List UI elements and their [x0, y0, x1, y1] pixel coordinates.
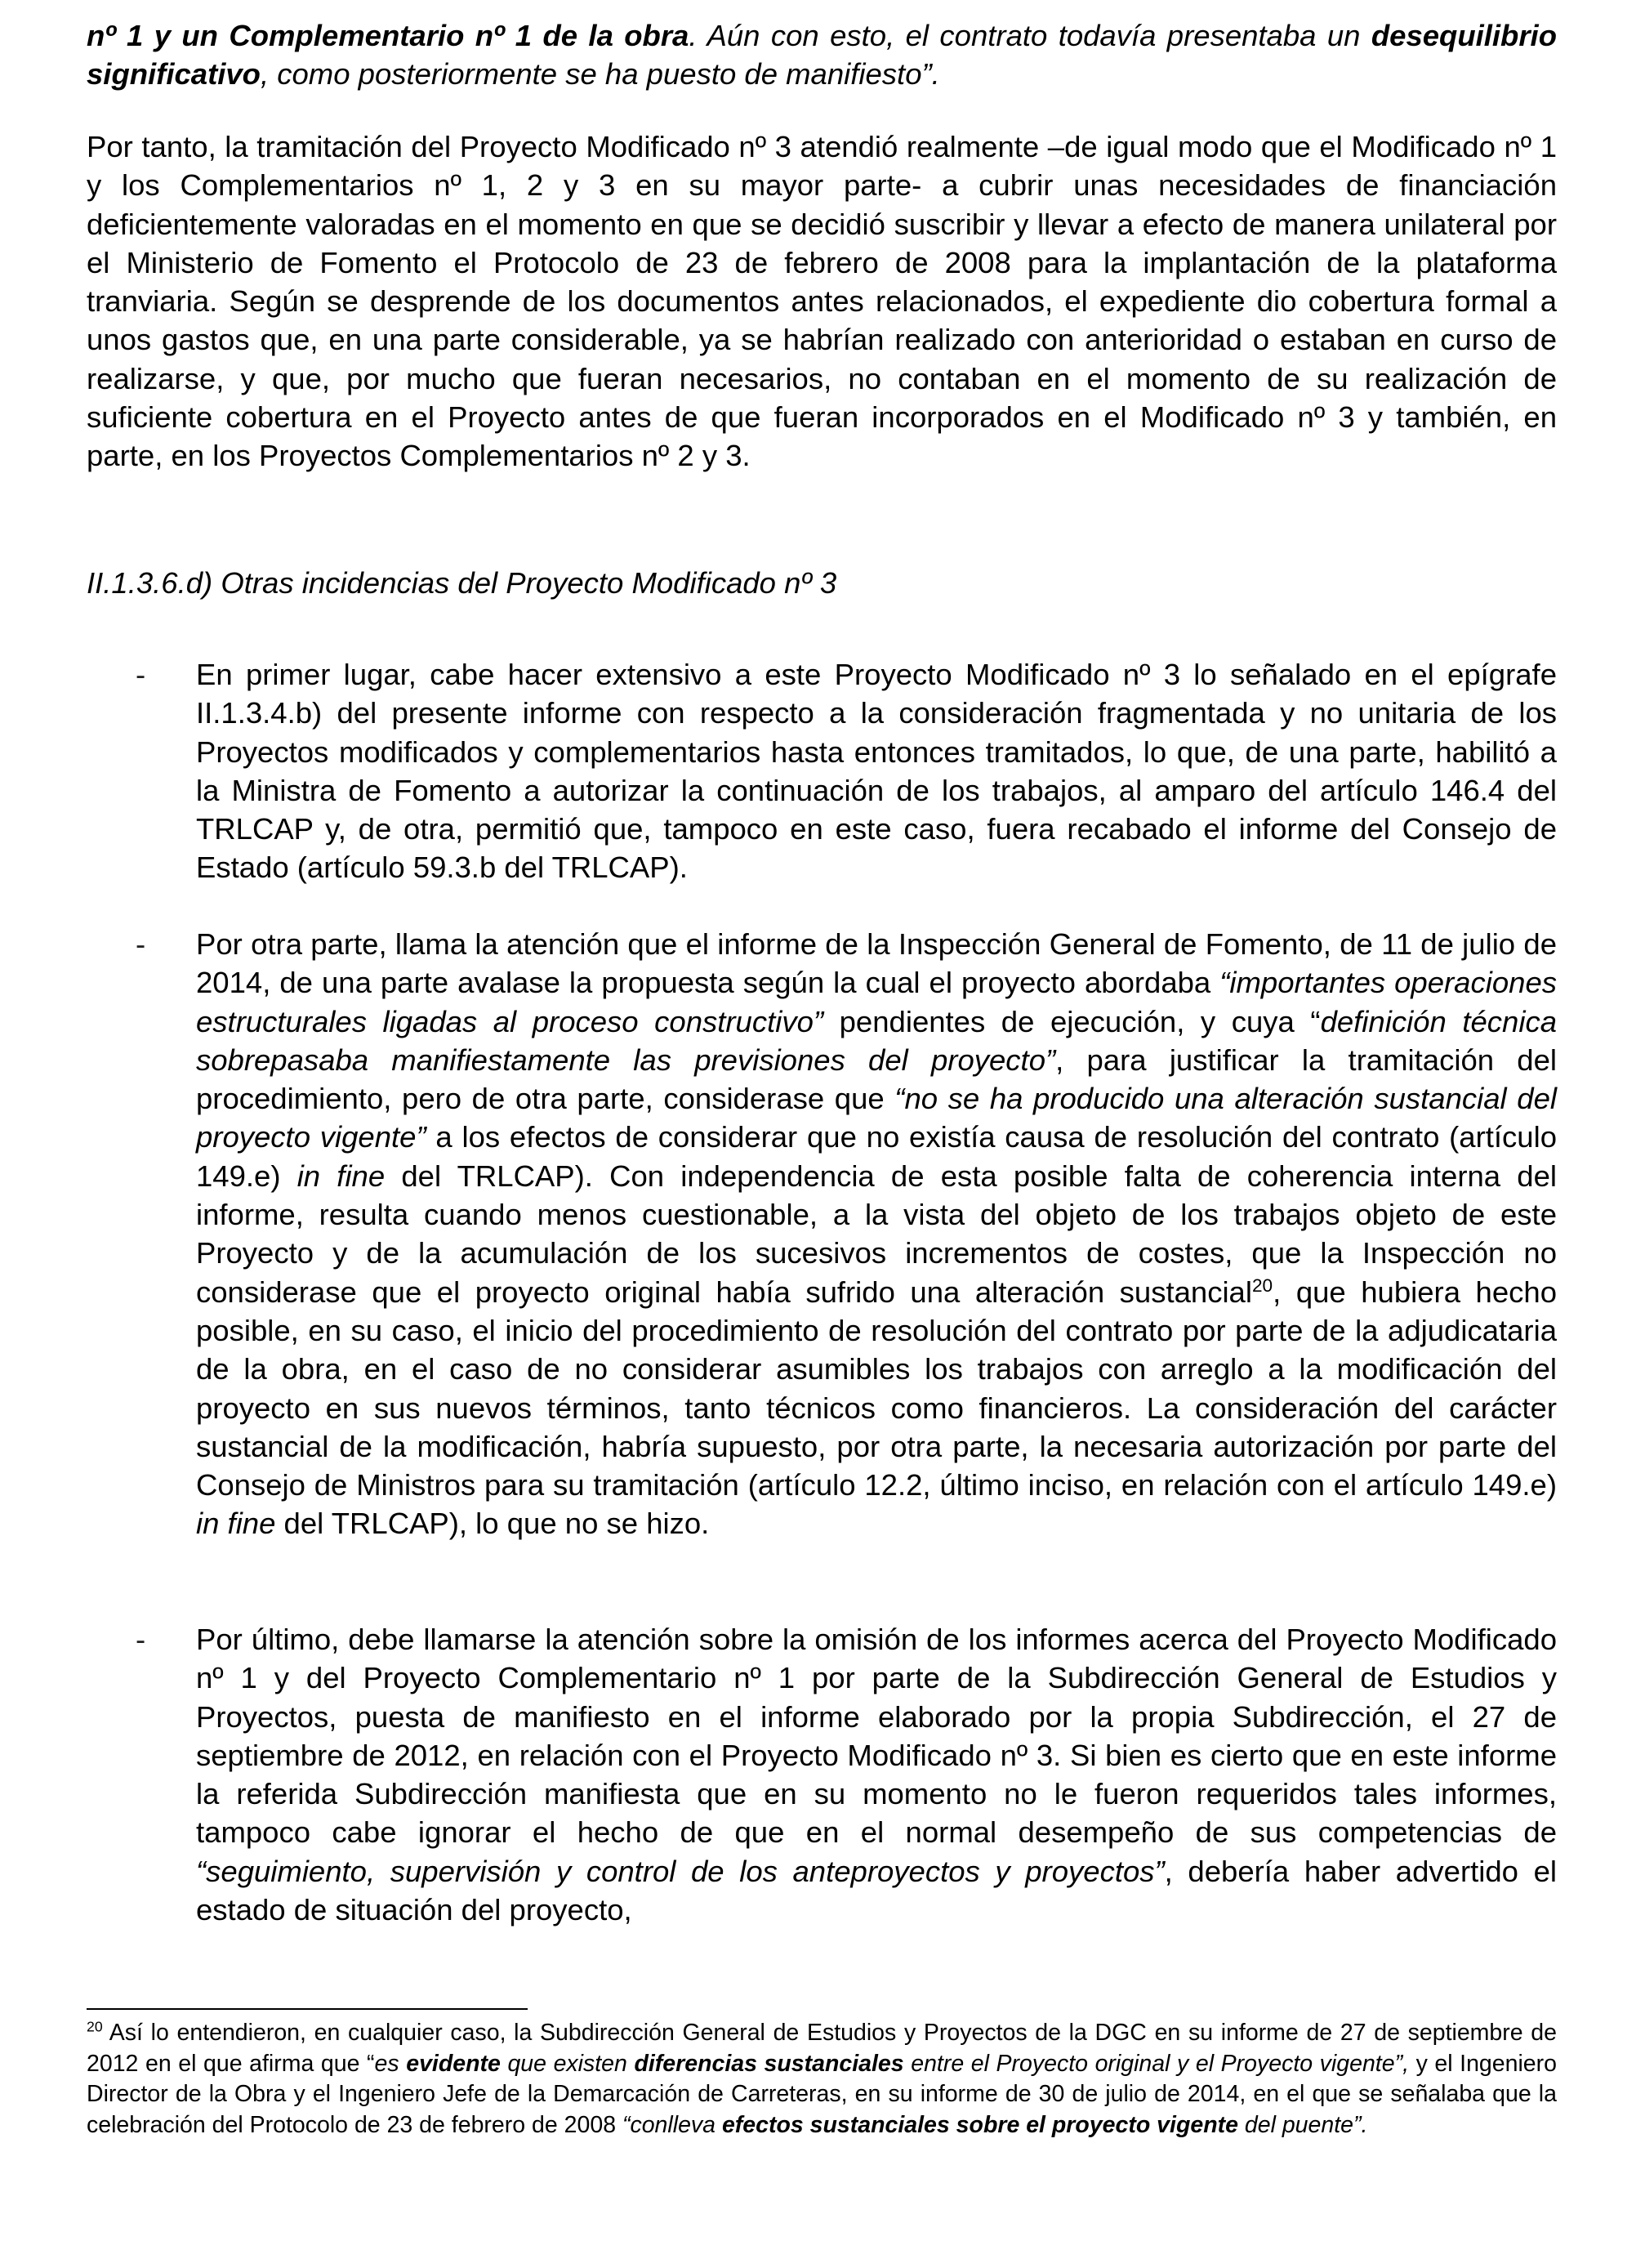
footnote-20 — [87, 2018, 1557, 2141]
italic-quote: “no se ha producido una alteración sustancial del proyecto vigente” — [196, 1082, 1557, 1154]
text-run: , para justificar la tramitación del procedimiento, pero de otra parte, considerase que — [196, 1042, 1557, 1116]
text-run: del TRLCAP). Con independencia de esta posible falta de coherencia interna del informe, resulta cuando menos cuestionable, a la vista del objeto de los trabajos objeto de este Proyecto y de la acumulación de los sucesivos incrementos de costes, que la Inspección no considerase que el proyecto original había sufrido una alteración sustancial — [196, 1159, 1558, 1309]
text-run: , que hubiera hecho posible, en su caso, el inicio del procedimiento de resolución del contrato por parte de la adjudicataria de la obra, en el caso de no considerar asumibles los trabajos con arreglo a la modificación del proyecto en sus nuevos términos, tanto técnicos como financieros. La consideración del carácter sustancial de la modificación, habría supuesto, por otra parte, la necesaria autorización por parte del Consejo de Ministros para su tramitación (artículo 12.2, último inciso, en relación con el artículo 149.e) — [196, 1275, 1557, 1502]
italic-term: in fine — [296, 1159, 386, 1193]
bold-italic-phrase: evidente — [406, 2050, 501, 2077]
section-heading: II.1.3.6.d) Otras incidencias del Proyecto Modificado nº 3 — [87, 566, 837, 600]
italic-term: in fine — [196, 1507, 276, 1541]
footnote-reference[interactable]: 20 — [1251, 1275, 1273, 1296]
bullet-item-3 — [196, 1620, 1557, 1929]
text-run: , debería haber advertido el estado de situación del proyecto, — [196, 1854, 1557, 1927]
italic-text: es — [374, 2050, 407, 2077]
footnote-number: 20 — [87, 2018, 103, 2035]
bullet-marker: - — [136, 658, 146, 691]
bold-italic-phrase: desequilibrio significativo — [87, 19, 1557, 92]
continuation-paragraph — [87, 16, 1557, 94]
italic-text: , como posteriormente se ha puesto de manifiesto”. — [260, 57, 940, 92]
bullet-marker: - — [136, 1623, 146, 1656]
bullet-item-2 — [196, 925, 1557, 1543]
text-run: Así lo entendieron, en cualquier caso, la Subdirección General de Estudios y Proyectos de la DGC en su informe de 27 de septiembre de 2012 en el que afirma que “ — [87, 2020, 1557, 2077]
italic-text: entre el Proyecto original y el Proyecto vigente”, — [903, 2050, 1409, 2077]
bullet-marker: - — [136, 927, 146, 961]
text-run: pendientes de ejecución, y cuya “ — [823, 1004, 1321, 1038]
text-run: a los efectos de considerar que no existía causa de resolución del contrato (artículo 149.e) — [196, 1120, 1557, 1193]
italic-quote: “seguimiento, supervisión y control de los anteproyectos y proyectos” — [196, 1854, 1165, 1888]
text-run: Por último, debe llamarse la atención sobre la omisión de los informes acerca del Proyecto Modificado nº 1 y del Proyecto Complementario nº 1 por parte de la Subdirección General de Estudios y Proyectos, puesta de manifiesto en el informe elaborado por la propia Subdirección, el 27 de septiembre de 2012, en relación con el Proyecto Modificado nº 3. Si bien es cierto que en este informe la referida Subdirección manifiesta que en su momento no le fueron requeridos tales informes, tampoco cabe ignorar el hecho de que en el normal desempeño de sus competencias de — [196, 1623, 1557, 1850]
italic-quote: “importantes operaciones estructurales ligadas al proceso constructivo” — [196, 966, 1557, 1038]
bold-italic-phrase: efectos sustanciales sobre el proyecto vigente — [721, 2111, 1238, 2138]
italic-quote: definición técnica sobrepasaba manifiestamente las previsiones del proyecto” — [196, 1004, 1557, 1077]
text-run: del TRLCAP), lo que no se hizo. — [275, 1507, 710, 1541]
italic-text: que existen — [500, 2050, 635, 2077]
bullet-item-1: En primer lugar, cabe hacer extensivo a este Proyecto Modificado nº 3 lo señalado en el epígrafe II.1.3.4.b) del presente informe con respecto a la consideración fragmentada y no unitaria de los Proyectos modificados y complementarios hasta entonces tramitados, lo que, de una parte, habilitó a la Ministra de Fomento a autorizar la continuación de los trabajos, al amparo del artículo 146.4 del TRLCAP y, de otra, permitió que, tampoco en este caso, fuera recabado el informe del Consejo de Estado (artículo 59.3.b del TRLCAP). — [196, 658, 1557, 885]
body-paragraph: Por tanto, la tramitación del Proyecto Modificado nº 3 atendió realmente –de igual modo que el Modificado nº 1 y los Complementarios nº 1, 2 y 3 en su mayor parte- a cubrir unas necesidades de financiación deficientemente valoradas en el momento en que se decidió suscribir y llevar a efecto de manera unilateral por el Ministerio de Fomento el Protocolo de 23 de febrero de 2008 para la implantación de la plataforma tranviaria. Según se desprende de los documentos antes relacionados, el expediente dio cobertura formal a unos gastos que, en una parte considerable, ya se habrían realizado con anterioridad o estaban en curso de realizarse, y que, por mucho que fueran necesarios, no contaban en el momento de su realización de suficiente cobertura en el Proyecto antes de que fueran incorporados en el Modificado nº 3 y también, en parte, en los Proyectos Complementarios nº 2 y 3. — [87, 130, 1557, 473]
bold-italic-phrase: diferencias sustanciales — [634, 2050, 904, 2077]
italic-text: “conlleva — [622, 2111, 722, 2138]
italic-text: del puente”. — [1237, 2111, 1368, 2138]
text-run: Por otra parte, llama la atención que el informe de la Inspección General de Fomento, de 11 de julio de 2014, de una parte avalase la propuesta según la cual el proyecto abordaba — [196, 927, 1557, 1000]
italic-text: . Aún con esto, el contrato todavía presentaba un — [689, 19, 1371, 52]
footnote-separator — [87, 2008, 528, 2010]
text-run: y el Ingeniero Director de la Obra y el Ingeniero Jefe de la Demarcación de Carreteras, en su informe de 30 de julio de 2014, en el que se señalaba que la celebración del Protocolo de 23 de febrero de 2008 — [87, 2050, 1557, 2138]
bold-italic-phrase: nº 1 y un Complementario nº 1 de la obra — [87, 19, 689, 52]
